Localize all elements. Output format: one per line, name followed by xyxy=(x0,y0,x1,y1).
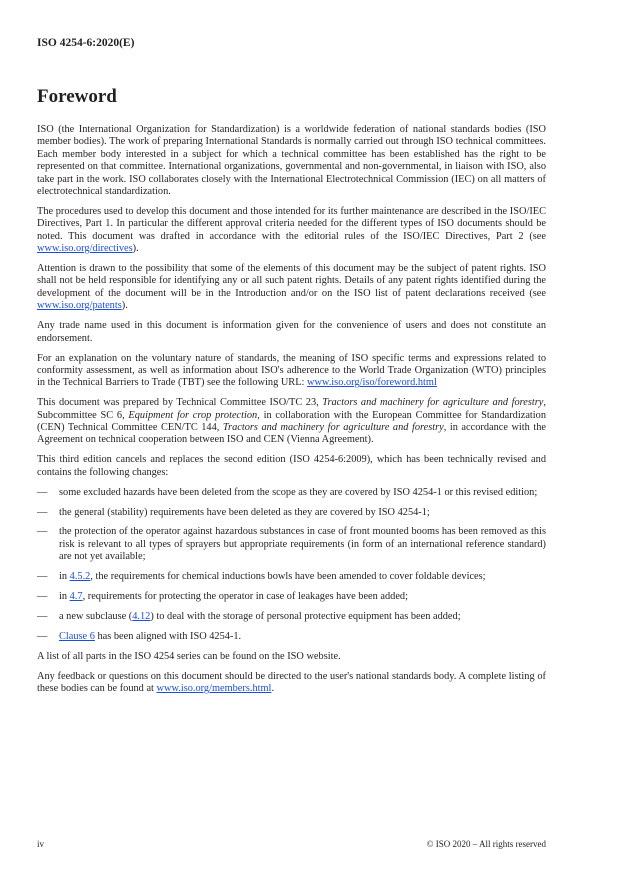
text-run: ). xyxy=(121,300,128,312)
text-run: the protection of the operator against hazardous substances in case of front mounted booms has been removed as this risk is relevant to all types of sprayers but appropriate requirements (in form of an international reference standard) are not yet available; xyxy=(59,526,546,563)
text-run: A list of all parts in the ISO 4254 series can be found on the ISO website. xyxy=(37,650,341,662)
text-run: a new subclause ( xyxy=(59,611,133,622)
change-list-item xyxy=(37,591,546,603)
text-run: , requirements for protecting the operator in case of leakages have been added; xyxy=(82,591,408,603)
cross-reference-link[interactable]: 4.7 xyxy=(69,591,83,603)
list-dash: — xyxy=(37,486,48,498)
cross-reference-link[interactable]: www.iso.org/patents xyxy=(37,300,122,312)
list-item-text xyxy=(59,631,546,643)
text-run: , Subcommittee SC 6, xyxy=(37,397,546,421)
list-item-text xyxy=(59,526,546,563)
text-run: the general (stability) requirements have been deleted as they are covered by ISO 4254-1; xyxy=(59,506,430,518)
list-item-text xyxy=(59,611,546,623)
document-id-header: ISO 4254-6:2020(E) xyxy=(37,37,135,49)
text-run: For an explanation on the voluntary nature of standards, the meaning of ISO specific terms and expressions related to conformity assessment, as well as information about ISO's adherence to the World Trade Organization (WTO) principles in the Technical Barriers to Trade (TBT) see the following URL: xyxy=(37,352,546,389)
cross-reference-link[interactable]: www.iso.org/members.html xyxy=(156,683,272,695)
list-dash: — xyxy=(37,506,48,518)
paragraph xyxy=(37,353,546,390)
text-run: The procedures used to develop this document and those intended for its further maintenance are described in the ISO/IEC Directives, Part 1. In particular the different approval criteria needed for the different types of ISO documents should be noted. This document was drafted in accordance with the editorial rules of the ISO/IEC Directives, Part 2 (see xyxy=(37,205,546,242)
cross-reference-link[interactable]: Clause 6 xyxy=(59,630,95,642)
page-number: iv xyxy=(37,839,45,849)
list-item-text xyxy=(59,591,546,603)
text-run: in xyxy=(59,591,70,603)
text-run: ). xyxy=(132,243,139,255)
text-run: Any feedback or questions on this document should be directed to the user's national standards body. A complete listing of these bodies can be found at xyxy=(37,670,546,695)
text-run: ) to deal with the storage of personal protective equipment has been added; xyxy=(150,611,461,622)
list-dash: — xyxy=(37,526,48,538)
text-run: Attention is drawn to the possibility that some of the elements of this document may be the subject of patent rights. ISO shall not be held responsible for identifying any or all such patent rights. Details of any patent rights identified during the development of the document will be in the Introduction and/or on the ISO list of patent declarations received (see xyxy=(37,263,546,299)
text-run: , in accordance with the Agreement on technical cooperation between ISO and CEN (Vienna Agreement). xyxy=(37,422,546,446)
text-run: , in collaboration with the European Committee for Standardization (CEN) Technical Committee CEN/TC 144, xyxy=(37,409,546,434)
text-run: This document was prepared by Technical Committee ISO/TC 23, xyxy=(37,397,323,409)
change-list-item xyxy=(37,487,546,499)
text-run: ISO (the International Organization for Standardization) is a worldwide federation of national standards bodies (ISO member bodies). The work of preparing International Standards is normally carried out through ISO technical committees. Each member body interested in a subject for which a technical committee has been established has the right to be represented on that committee. International organizations, governmental and non-governmental, in liaison with ISO, also take part in the work. ISO collaborates closely with the International Electrotechnical Commission (IEC) on all matters of electrotechnical standardization. xyxy=(37,124,546,198)
text-run: , the requirements for chemical inductions bowls have been amended to cover foldable devices; xyxy=(90,571,486,583)
paragraph xyxy=(37,671,546,696)
paragraph xyxy=(37,454,546,479)
foreword-body xyxy=(37,124,546,703)
italic-title: Equipment for crop protection xyxy=(128,409,258,421)
paragraph xyxy=(37,397,546,447)
text-run: This third edition cancels and replaces the second edition (ISO 4254-6:2009), which has been technically revised and contains the following changes: xyxy=(37,454,546,478)
list-item-text xyxy=(59,571,546,583)
list-item-text xyxy=(59,507,546,519)
text-run: in xyxy=(59,571,70,583)
cross-reference-link[interactable]: www.iso.org/directives xyxy=(37,243,133,255)
list-item-text xyxy=(59,487,546,499)
cross-reference-link[interactable]: 4.5.2 xyxy=(69,571,91,583)
paragraph xyxy=(37,320,546,345)
cross-reference-link[interactable]: 4.12 xyxy=(132,611,151,622)
list-dash: — xyxy=(37,611,48,622)
italic-title: Tractors and machinery for agriculture and forestry xyxy=(222,422,444,434)
copyright-notice: © ISO 2020 – All rights reserved xyxy=(426,839,546,849)
change-list-item xyxy=(37,526,546,563)
text-run: Any trade name used in this document is information given for the convenience of users and does not constitute an endorsement. xyxy=(37,320,546,344)
paragraph xyxy=(37,651,546,663)
list-dash: — xyxy=(37,571,48,583)
text-run: has been aligned with ISO 4254-1. xyxy=(94,630,242,642)
italic-title: Tractors and machinery for agriculture and forestry xyxy=(322,397,544,409)
text-run: . xyxy=(271,683,275,695)
paragraph xyxy=(37,263,546,313)
change-list-item xyxy=(37,611,546,623)
page-title: Foreword xyxy=(37,86,117,107)
list-dash: — xyxy=(37,630,48,642)
change-list-item xyxy=(37,571,546,583)
cross-reference-link[interactable]: www.iso.org/iso/foreword.html xyxy=(306,377,437,389)
change-list-item xyxy=(37,507,546,519)
paragraph xyxy=(37,124,546,198)
change-list-item xyxy=(37,631,546,643)
paragraph xyxy=(37,206,546,256)
text-run: some excluded hazards have been deleted from the scope as they are covered by ISO 4254-1 or this revised edition; xyxy=(59,486,538,498)
list-dash: — xyxy=(37,591,48,603)
